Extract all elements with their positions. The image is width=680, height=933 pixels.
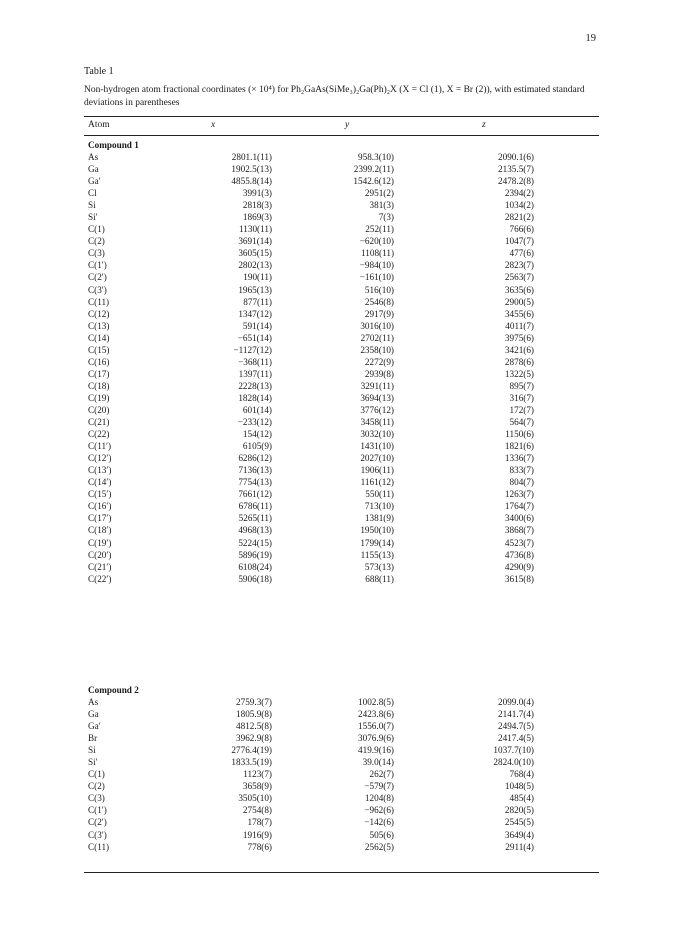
x-cell: −233(12): [237, 417, 272, 428]
x-cell: 2818(3): [242, 200, 272, 211]
y-cell: 688(11): [365, 573, 394, 584]
atom-cell: C(13′): [88, 465, 112, 476]
y-cell: 2027(10): [360, 453, 394, 464]
z-cell: 3975(6): [504, 332, 534, 343]
z-cell: 3455(6): [504, 308, 534, 319]
z-cell: 1336(7): [504, 453, 534, 464]
x-cell: 3658(9): [242, 781, 272, 792]
table-label: Table 1: [84, 66, 114, 77]
atom-cell: C(11′): [88, 441, 112, 452]
atom-cell: C(18): [88, 380, 110, 391]
y-cell: 3076.9(6): [358, 733, 394, 744]
table-row: [84, 404, 599, 416]
y-cell: 1155(13): [360, 549, 394, 560]
x-cell: 2776.4(19): [231, 745, 272, 756]
x-cell: 1123(7): [243, 769, 272, 780]
atom-cell: C(19): [88, 392, 110, 403]
x-cell: 5896(19): [238, 549, 272, 560]
y-cell: 2358(10): [360, 344, 394, 355]
y-cell: 713(10): [364, 501, 394, 512]
top-rule: [84, 116, 599, 117]
y-cell: 1431(10): [360, 441, 394, 452]
y-cell: 262(7): [369, 769, 394, 780]
atom-cell: Si: [88, 745, 96, 756]
atom-cell: C(17′): [88, 513, 112, 524]
atom-cell: Si: [88, 200, 96, 211]
header-y: y: [345, 120, 350, 130]
header-atom: Atom: [88, 120, 110, 130]
x-cell: −368(11): [238, 356, 272, 367]
x-cell: 1828(14): [238, 392, 272, 403]
y-cell: 1002.8(5): [358, 697, 394, 707]
y-cell: 1950(10): [360, 525, 394, 536]
y-cell: 3458(11): [360, 417, 394, 428]
table-row: [84, 151, 599, 163]
header-rule: [84, 135, 599, 136]
atom-cell: C(3): [88, 248, 105, 259]
x-cell: 601(14): [242, 404, 272, 415]
atom-cell: C(2′): [88, 817, 107, 828]
table-row: [84, 561, 599, 573]
z-cell: 768(4): [509, 769, 534, 780]
atom-cell: C(16′): [88, 501, 112, 512]
table-row: [84, 223, 599, 235]
table-row: [84, 332, 599, 344]
page-number: 19: [585, 33, 596, 44]
table-row: [84, 416, 599, 428]
x-cell: 3691(14): [238, 236, 272, 247]
z-cell: 4011(7): [505, 320, 534, 331]
bottom-rule: [84, 872, 599, 873]
x-cell: 7136(13): [238, 465, 272, 476]
atom-cell: Ga: [88, 709, 99, 720]
z-cell: 2494.7(5): [498, 721, 534, 732]
z-cell: 1048(5): [504, 781, 534, 792]
y-cell: −984(10): [359, 260, 394, 271]
y-cell: 3776(12): [360, 404, 394, 415]
z-cell: 2135.5(7): [498, 164, 534, 175]
x-cell: 1130(11): [239, 224, 272, 235]
x-cell: 2759.3(7): [236, 697, 272, 707]
table-row: [84, 744, 599, 756]
x-cell: 5265(11): [238, 513, 272, 524]
x-cell: 3991(3): [242, 188, 272, 199]
atom-cell: C(15′): [88, 489, 112, 500]
y-cell: −161(10): [359, 272, 394, 283]
z-cell: 2911(4): [505, 841, 534, 852]
z-cell: 1047(7): [504, 236, 534, 247]
z-cell: 833(7): [509, 465, 534, 476]
y-cell: 2951(2): [364, 188, 394, 199]
x-cell: 2801.1(11): [231, 152, 272, 162]
atom-cell: C(1): [88, 224, 105, 235]
table-row: [84, 488, 599, 500]
table-row: [84, 163, 599, 175]
x-cell: 1965(13): [238, 284, 272, 295]
y-cell: 573(13): [364, 561, 394, 572]
table-row: [84, 780, 599, 792]
compound-1-title: Compound 1: [88, 140, 139, 150]
x-cell: 1869(3): [242, 212, 272, 223]
table-row: [84, 380, 599, 392]
table-row: [84, 356, 599, 368]
y-cell: 1542.6(12): [353, 176, 394, 187]
y-cell: −579(7): [364, 781, 394, 792]
x-cell: −1127(12): [233, 344, 272, 355]
atom-cell: C(1): [88, 769, 105, 780]
y-cell: −142(6): [364, 817, 394, 828]
y-cell: 505(6): [369, 829, 394, 840]
z-cell: 2820(5): [504, 805, 534, 816]
atom-cell: Ga′: [88, 721, 101, 732]
y-cell: 1556.0(7): [358, 721, 394, 732]
x-cell: 4855.8(14): [231, 176, 272, 187]
atom-cell: C(3′): [88, 829, 107, 840]
z-cell: 4736(8): [504, 549, 534, 560]
z-cell: 3400(6): [504, 513, 534, 524]
x-cell: 1397(11): [238, 368, 272, 379]
x-cell: 7754(13): [238, 477, 272, 488]
z-cell: 2545(5): [504, 817, 534, 828]
z-cell: 1764(7): [504, 501, 534, 512]
table-row: [84, 175, 599, 187]
table-row: [84, 524, 599, 536]
x-cell: 1833.5(19): [231, 757, 272, 768]
atom-cell: C(12): [88, 308, 110, 319]
y-cell: 2939(8): [364, 368, 394, 379]
compound-1-section: [84, 139, 599, 585]
atom-cell: Br: [88, 733, 98, 744]
y-cell: 2399.2(11): [353, 164, 394, 175]
atom-cell: C(16): [88, 356, 110, 367]
atom-cell: Si′: [88, 757, 98, 768]
table-row: [84, 841, 599, 853]
atom-cell: C(1′): [88, 260, 107, 271]
table-row: [84, 247, 599, 259]
z-cell: 3649(4): [504, 829, 534, 840]
z-cell: 3635(6): [504, 284, 534, 295]
atom-cell: C(20): [88, 404, 110, 415]
y-cell: 1204(8): [364, 793, 394, 804]
table-row: [84, 708, 599, 720]
z-cell: 1037.7(10): [493, 745, 534, 756]
atom-cell: C(3): [88, 793, 105, 804]
x-cell: 6786(11): [238, 501, 272, 512]
x-cell: 3962.9(8): [236, 733, 272, 744]
z-cell: 4523(7): [504, 537, 534, 548]
x-cell: 5224(15): [238, 537, 272, 548]
y-cell: 958.3(10): [358, 152, 394, 162]
table-row: [84, 368, 599, 380]
table-row: [84, 804, 599, 816]
atom-cell: C(14′): [88, 477, 112, 488]
z-cell: 316(7): [509, 392, 534, 403]
z-cell: 3868(7): [504, 525, 534, 536]
x-cell: 190(11): [243, 272, 272, 283]
x-cell: 1805.9(8): [236, 709, 272, 720]
x-cell: 1347(12): [238, 308, 272, 319]
x-cell: 1902.5(13): [231, 164, 272, 175]
x-cell: 4968(13): [238, 525, 272, 536]
z-cell: 172(7): [509, 404, 534, 415]
table-row: [84, 768, 599, 780]
z-cell: 3421(6): [504, 344, 534, 355]
y-cell: 3694(13): [360, 392, 394, 403]
table-row: [84, 816, 599, 828]
compound-2-title: Compound 2: [88, 685, 139, 695]
compound-2-rows: [84, 696, 599, 853]
z-cell: 1263(7): [504, 489, 534, 500]
z-cell: 2099.0(4): [498, 697, 534, 707]
table-row: [84, 696, 599, 708]
x-cell: 2754(8): [242, 805, 272, 816]
x-cell: 154(12): [242, 429, 272, 440]
z-cell: 2878(6): [504, 356, 534, 367]
table-row: [84, 549, 599, 561]
y-cell: 2423.8(6): [358, 709, 394, 720]
x-cell: 3605(15): [238, 248, 272, 259]
table-row: [84, 756, 599, 768]
x-cell: −651(14): [237, 332, 272, 343]
y-cell: 381(3): [369, 200, 394, 211]
atom-cell: Si′: [88, 212, 98, 223]
header-x: x: [211, 120, 216, 130]
table-row: [84, 732, 599, 744]
z-cell: 1821(6): [504, 441, 534, 452]
z-cell: 4290(9): [504, 561, 534, 572]
y-cell: 1161(12): [360, 477, 394, 488]
header-z: z: [482, 120, 486, 130]
atom-cell: C(11): [88, 296, 110, 307]
x-cell: 6286(12): [238, 453, 272, 464]
x-cell: 778(6): [247, 841, 272, 852]
atom-cell: As: [88, 697, 99, 707]
table-row: [84, 720, 599, 732]
table-row: [84, 500, 599, 512]
table-row: [84, 271, 599, 283]
y-cell: 2562(5): [364, 841, 394, 852]
compound-1-rows: [84, 151, 599, 585]
y-cell: −620(10): [359, 236, 394, 247]
z-cell: 2141.7(4): [498, 709, 534, 720]
x-cell: 7661(12): [238, 489, 272, 500]
z-cell: 2417.4(5): [498, 733, 534, 744]
x-cell: 3505(10): [238, 793, 272, 804]
x-cell: 6105(9): [242, 441, 272, 452]
table-row: [84, 308, 599, 320]
table-row: [84, 344, 599, 356]
z-cell: 804(7): [509, 477, 534, 488]
y-cell: 1108(11): [361, 248, 394, 259]
atom-cell: Cl: [88, 188, 97, 199]
z-cell: 2900(5): [504, 296, 534, 307]
atom-cell: C(1′): [88, 805, 107, 816]
x-cell: 5906(18): [238, 573, 272, 584]
table-row: [84, 440, 599, 452]
atom-cell: C(14): [88, 332, 110, 343]
y-cell: 2702(11): [360, 332, 394, 343]
atom-cell: C(3′): [88, 284, 107, 295]
y-cell: 7(3): [378, 212, 394, 223]
z-cell: 1322(5): [504, 368, 534, 379]
table-row: [84, 320, 599, 332]
y-cell: 1799(14): [360, 537, 394, 548]
table-row: [84, 259, 599, 271]
atom-cell: C(20′): [88, 549, 112, 560]
table-row: [84, 199, 599, 211]
z-cell: 2563(7): [504, 272, 534, 283]
table-header: [84, 120, 599, 134]
y-cell: 1381(9): [364, 513, 394, 524]
y-cell: 3032(10): [360, 429, 394, 440]
z-cell: 2478.2(8): [498, 176, 534, 187]
atom-cell: C(11): [88, 841, 110, 852]
atom-cell: C(15): [88, 344, 110, 355]
table-row: [84, 428, 599, 440]
table-row: [84, 829, 599, 841]
table-row: [84, 296, 599, 308]
table-row: [84, 512, 599, 524]
z-cell: 2823(7): [504, 260, 534, 271]
y-cell: 1906(11): [360, 465, 394, 476]
y-cell: 2272(9): [364, 356, 394, 367]
table-row: [84, 392, 599, 404]
y-cell: 39.0(14): [362, 757, 394, 768]
atom-cell: C(2′): [88, 272, 107, 283]
atom-cell: Ga′: [88, 176, 101, 187]
table-row: [84, 284, 599, 296]
y-cell: 3291(11): [360, 380, 394, 391]
table-row: [84, 537, 599, 549]
table-row: [84, 792, 599, 804]
atom-cell: C(19′): [88, 537, 112, 548]
atom-cell: C(22′): [88, 573, 112, 584]
atom-cell: C(18′): [88, 525, 112, 536]
table-row: [84, 211, 599, 223]
x-cell: 6108(24): [238, 561, 272, 572]
z-cell: 766(6): [509, 224, 534, 235]
x-cell: 4812.5(8): [236, 721, 272, 732]
table-row: [84, 452, 599, 464]
z-cell: 1150(6): [505, 429, 534, 440]
y-cell: 252(11): [365, 224, 394, 235]
x-cell: 178(7): [247, 817, 272, 828]
compound-2-section: [84, 684, 599, 853]
atom-cell: As: [88, 152, 99, 162]
table-row: [84, 235, 599, 247]
atom-cell: C(13): [88, 320, 110, 331]
atom-cell: C(17): [88, 368, 110, 379]
y-cell: 2917(9): [364, 308, 394, 319]
z-cell: 564(7): [509, 417, 534, 428]
table-row: [84, 476, 599, 488]
atom-cell: C(21): [88, 417, 110, 428]
z-cell: 485(4): [509, 793, 534, 804]
x-cell: 877(11): [243, 296, 272, 307]
atom-cell: C(22): [88, 429, 110, 440]
y-cell: 419.9(16): [358, 745, 394, 756]
y-cell: 2546(8): [364, 296, 394, 307]
y-cell: 550(11): [365, 489, 394, 500]
z-cell: 2090.1(6): [498, 152, 534, 162]
x-cell: 2228(13): [238, 380, 272, 391]
x-cell: 591(14): [242, 320, 272, 331]
table-caption: Non-hydrogen atom fractional coordinates (× 10⁴) for Ph₂GaAs(SiMe₃)₂Ga(Ph)₂X (X = Cl (1), X = Br (2)), with estimated standard deviations in parentheses: [84, 85, 585, 108]
table-row: [84, 464, 599, 476]
z-cell: 1034(2): [504, 200, 534, 211]
z-cell: 477(6): [509, 248, 534, 259]
y-cell: 3016(10): [360, 320, 394, 331]
y-cell: 516(10): [364, 284, 394, 295]
table-row: [84, 573, 599, 585]
z-cell: 3615(8): [504, 573, 534, 584]
z-cell: 895(7): [509, 380, 534, 391]
atom-cell: C(2): [88, 236, 105, 247]
table-row: [84, 187, 599, 199]
x-cell: 2802(13): [238, 260, 272, 271]
atom-cell: C(12′): [88, 453, 112, 464]
y-cell: −962(6): [364, 805, 394, 816]
z-cell: 2394(2): [504, 188, 534, 199]
z-cell: 2824.0(10): [493, 757, 534, 768]
atom-cell: Ga: [88, 164, 99, 175]
z-cell: 2821(2): [504, 212, 534, 223]
x-cell: 1916(9): [242, 829, 272, 840]
atom-cell: C(21′): [88, 561, 112, 572]
atom-cell: C(2): [88, 781, 105, 792]
